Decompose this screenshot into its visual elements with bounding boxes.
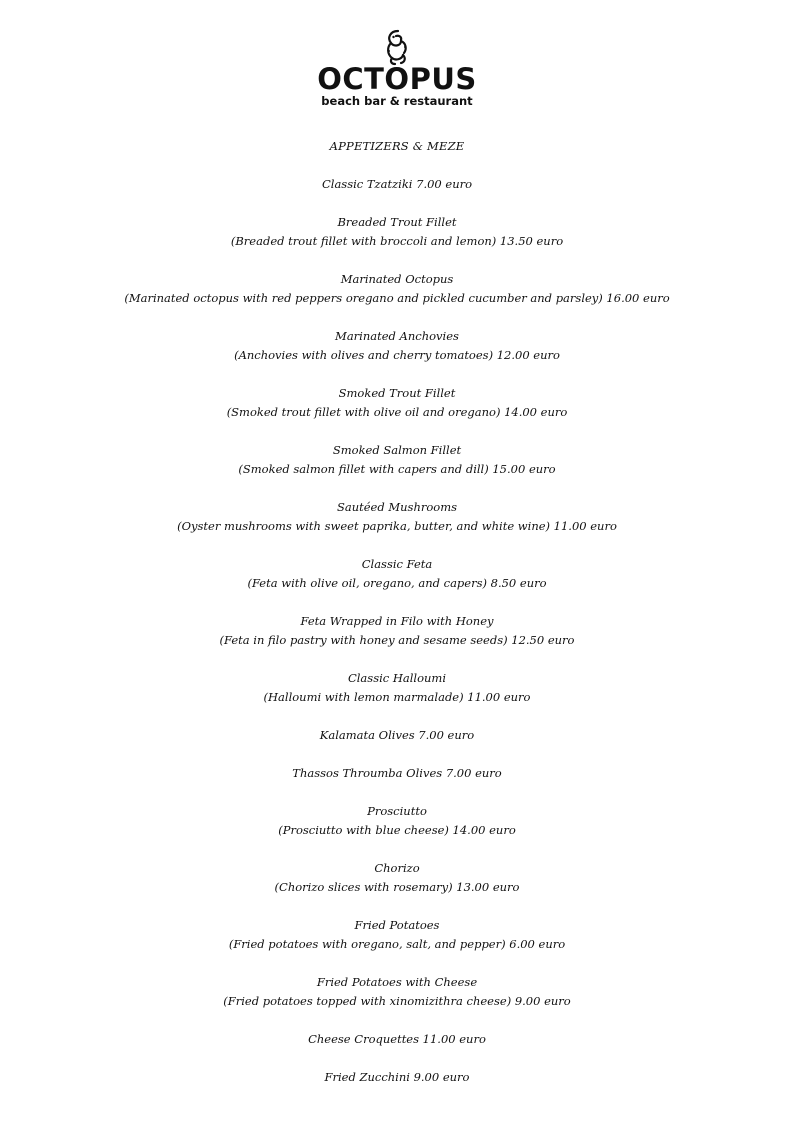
menu-item — [0, 802, 794, 840]
appetizers-menu — [0, 137, 794, 1106]
menu-item — [0, 669, 794, 707]
menu-item-description: (Smoked trout fillet with olive oil and oregano) 14.00 euro — [226, 405, 568, 419]
menu-item-list — [0, 175, 794, 1087]
menu-item-name: Classic Tzatziki 7.00 euro — [321, 177, 473, 191]
menu-item-description: (Smoked salmon fillet with capers and dill) 15.00 euro — [238, 462, 556, 476]
menu-item — [0, 612, 794, 650]
menu-item-description: (Marinated octopus with red peppers oregano and pickled cucumber and parsley) 16.00 euro — [124, 291, 670, 305]
menu-item — [0, 441, 794, 479]
menu-item — [0, 213, 794, 251]
menu-item-description: (Feta with olive oil, oregano, and capers) 8.50 euro — [247, 576, 547, 590]
menu-item-name: Thassos Throumba Olives 7.00 euro — [292, 766, 502, 780]
menu-item-name: Smoked Trout Fillet — [338, 386, 456, 400]
menu-item-description: (Fried potatoes topped with xinomizithra cheese) 9.00 euro — [223, 994, 571, 1008]
menu-item-name: Feta Wrapped in Filo with Honey — [300, 614, 494, 628]
menu-item — [0, 327, 794, 365]
menu-item — [0, 498, 794, 536]
menu-item-description: (Fried potatoes with oregano, salt, and pepper) 6.00 euro — [228, 937, 566, 951]
menu-item — [0, 555, 794, 593]
menu-item-name: Prosciutto — [367, 804, 427, 818]
menu-item-description: (Feta in filo pastry with honey and sesame seeds) 12.50 euro — [219, 633, 575, 647]
menu-item-name: Fried Potatoes with Cheese — [316, 975, 478, 989]
brand-tagline: beach bar & restaurant — [321, 94, 473, 108]
menu-item — [0, 726, 794, 745]
menu-item-name: Breaded Trout Fillet — [337, 215, 457, 229]
menu-item-description: (Halloumi with lemon marmalade) 11.00 euro — [263, 690, 531, 704]
menu-item — [0, 270, 794, 308]
menu-item-name: Marinated Octopus — [340, 272, 454, 286]
menu-item-name: Smoked Salmon Fillet — [332, 443, 462, 457]
octopus-logo-icon — [379, 28, 415, 66]
brand-logo — [0, 28, 794, 108]
menu-item — [0, 1030, 794, 1049]
menu-item-name: Fried Potatoes — [354, 918, 440, 932]
menu-item-description: (Prosciutto with blue cheese) 14.00 euro — [278, 823, 516, 837]
menu-item-name: Fried Zucchini 9.00 euro — [324, 1070, 470, 1084]
menu-item-name: Sautéed Mushrooms — [336, 500, 458, 514]
menu-item — [0, 175, 794, 194]
menu-item — [0, 916, 794, 954]
menu-item — [0, 384, 794, 422]
menu-item — [0, 973, 794, 1011]
menu-item-name: Chorizo — [374, 861, 420, 875]
brand-name: OCTOPUS — [317, 62, 477, 96]
menu-item-description: (Anchovies with olives and cherry tomatoes) 12.00 euro — [234, 348, 560, 362]
menu-item-name: Kalamata Olives 7.00 euro — [319, 728, 475, 742]
menu-item-description: (Breaded trout fillet with broccoli and lemon) 13.50 euro — [230, 234, 564, 248]
menu-item-name: Marinated Anchovies — [335, 329, 459, 343]
menu-item-name: Cheese Croquettes 11.00 euro — [308, 1032, 486, 1046]
menu-item-name: Classic Halloumi — [347, 671, 447, 685]
menu-item-description: (Oyster mushrooms with sweet paprika, butter, and white wine) 11.00 euro — [177, 519, 617, 533]
section-heading: APPETIZERS & MEZE — [329, 139, 465, 153]
menu-item-name: Classic Feta — [361, 557, 433, 571]
menu-item — [0, 859, 794, 897]
menu-item-description: (Chorizo slices with rosemary) 13.00 euro — [274, 880, 520, 894]
menu-item — [0, 1068, 794, 1087]
menu-item — [0, 764, 794, 783]
